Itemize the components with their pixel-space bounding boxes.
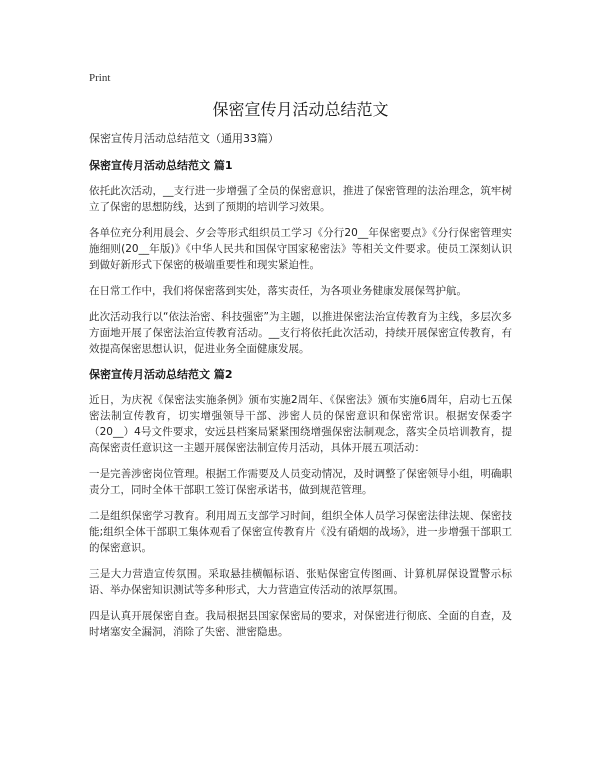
paragraph: 各单位充分利用晨会、夕会等形式组织员工学习《分行20__年保密要点》《分行保密管理实施细则(20__年版)》《中华人民共和国保守国家秘密法》等相关文件要求。使员工深刻认识到做好新形式下保密的极端重要性和现实紧迫性。 bbox=[89, 227, 512, 271]
paragraph: 一是完善涉密岗位管理。根据工作需要及人员变动情况，及时调整了保密领导小组，明确职责分工，同时全体干部职工签订保密承诺书，做到规范管理。 bbox=[89, 468, 512, 496]
paragraph: 此次活动我行以“依法治密、科技强密”为主题，以推进保密法治宣传教育为主线，多层次多方面地开展了保密法治宣传教育活动。__支行将依托此次活动，持续开展保密宣传教育，有效提高保密思想认识，促进业务全面健康发展。 bbox=[89, 311, 512, 355]
paragraph: 依托此次活动，__支行进一步增强了全员的保密意识，推进了保密管理的法治理念，筑牢树立了保密的思想防线，达到了预期的培训学习效果。 bbox=[89, 185, 512, 213]
paragraph: 近日，为庆祝《保密法实施条例》颁布实施2周年、《保密法》颁布实施6周年，启动七五保密法制宣传教育，切实增强领导干部、涉密人员的保密意识和保密常识。根据安保委字（20__）4号文件要求，安远县档案局紧紧围绕增强保密法制观念，落实全员培训教育，提高保密责任意识这一主题开展保密法制宣传月活动，具体开展五项活动： bbox=[89, 394, 512, 454]
paragraph: 二是组织保密学习教育。利用周五支部学习时间，组织全体人员学习保密法律法规、保密技能;组织全体干部职工集体观看了保密宣传教育片《没有硝烟的战场》，进一步增强干部职工的保密意识。 bbox=[89, 510, 512, 554]
section-heading-1: 保密宣传月活动总结范文 篇1 bbox=[89, 159, 233, 172]
section-heading-2: 保密宣传月活动总结范文 篇2 bbox=[89, 368, 233, 381]
paragraph: 三是大力营造宣传氛围。采取悬挂横幅标语、张贴保密宣传图画、计算机屏保设置警示标语、举办保密知识测试等多种形式，大力营造宣传活动的浓厚氛围。 bbox=[89, 568, 512, 596]
document-subtitle: 保密宣传月活动总结范文（通用33篇） bbox=[89, 132, 279, 145]
print-label: Print bbox=[89, 72, 111, 84]
document-title: 保密宣传月活动总结范文 bbox=[212, 100, 389, 119]
paragraph: 在日常工作中，我们将保密落到实处，落实责任，为各项业务健康发展保驾护航。 bbox=[89, 285, 467, 297]
paragraph: 四是认真开展保密自查。我局根据县国家保密局的要求，对保密进行彻底、全面的自查，及时堵塞安全漏洞，消除了失密、泄密隐患。 bbox=[89, 610, 512, 638]
